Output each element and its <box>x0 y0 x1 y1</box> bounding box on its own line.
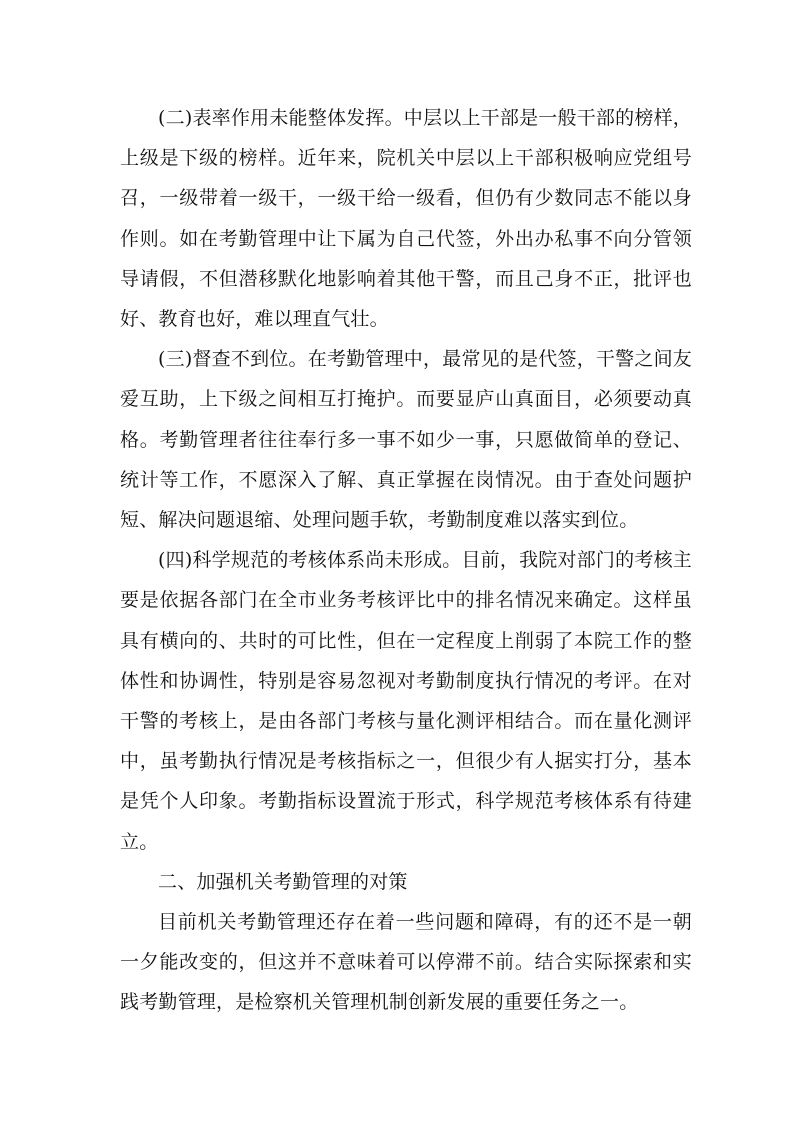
paragraph-leadership-example: (二)表率作用未能整体发挥。中层以上干部是一般干部的榜样，上级是下级的榜样。近年来，院机关中层以上干部积极响应党组号召，一级带着一级干，一级干给一级看，但仍有少数同志不能以身作则。如在考勤管理中让下属为自己代签，外出办私事不向分管领导请假，不但潜移默化地影响着其他干警，而且己身不正，批评也好、教育也好，难以理直气壮。 <box>120 107 692 331</box>
document-body <box>120 98 692 1023</box>
paragraph-assessment-system: (四)科学规范的考核体系尚未形成。目前，我院对部门的考核主要是依据各部门在全市业务考核评比中的排名情况来确定。这样虽具有横向的、共时的可比性，但在一定程度上削弱了本院工作的整体性和协调性，特别是容易忽视对考勤制度执行情况的考评。在对干警的考核上，是由各部门考核与量化测评相结合。而在量化测评中，虽考勤执行情况是考核指标之一，但很少有人据实打分，基本是凭个人印象。考勤指标设置流于形式，科学规范考核体系有待建立。 <box>120 549 692 853</box>
paragraph-countermeasures-intro: 目前机关考勤管理还存在着一些问题和障碍，有的还不是一朝一夕能改变的，但这并不意味着可以停滞不前。结合实际探索和实践考勤管理，是检察机关管理机制创新发展的重要任务之一。 <box>120 911 692 1014</box>
paragraph-supervision: (三)督查不到位。在考勤管理中，最常见的是代签，干警之间友爱互助，上下级之间相互打掩护。而要显庐山真面目，必须要动真格。考勤管理者往往奉行多一事不如少一事，只愿做简单的登记、统计等工作，不愿深入了解、真正掌握在岗情况。由于查处问题护短、解决问题退缩、处理问题手软，考勤制度难以落实到位。 <box>120 348 692 532</box>
section-heading-countermeasures: 二、加强机关考勤管理的对策 <box>158 870 408 893</box>
